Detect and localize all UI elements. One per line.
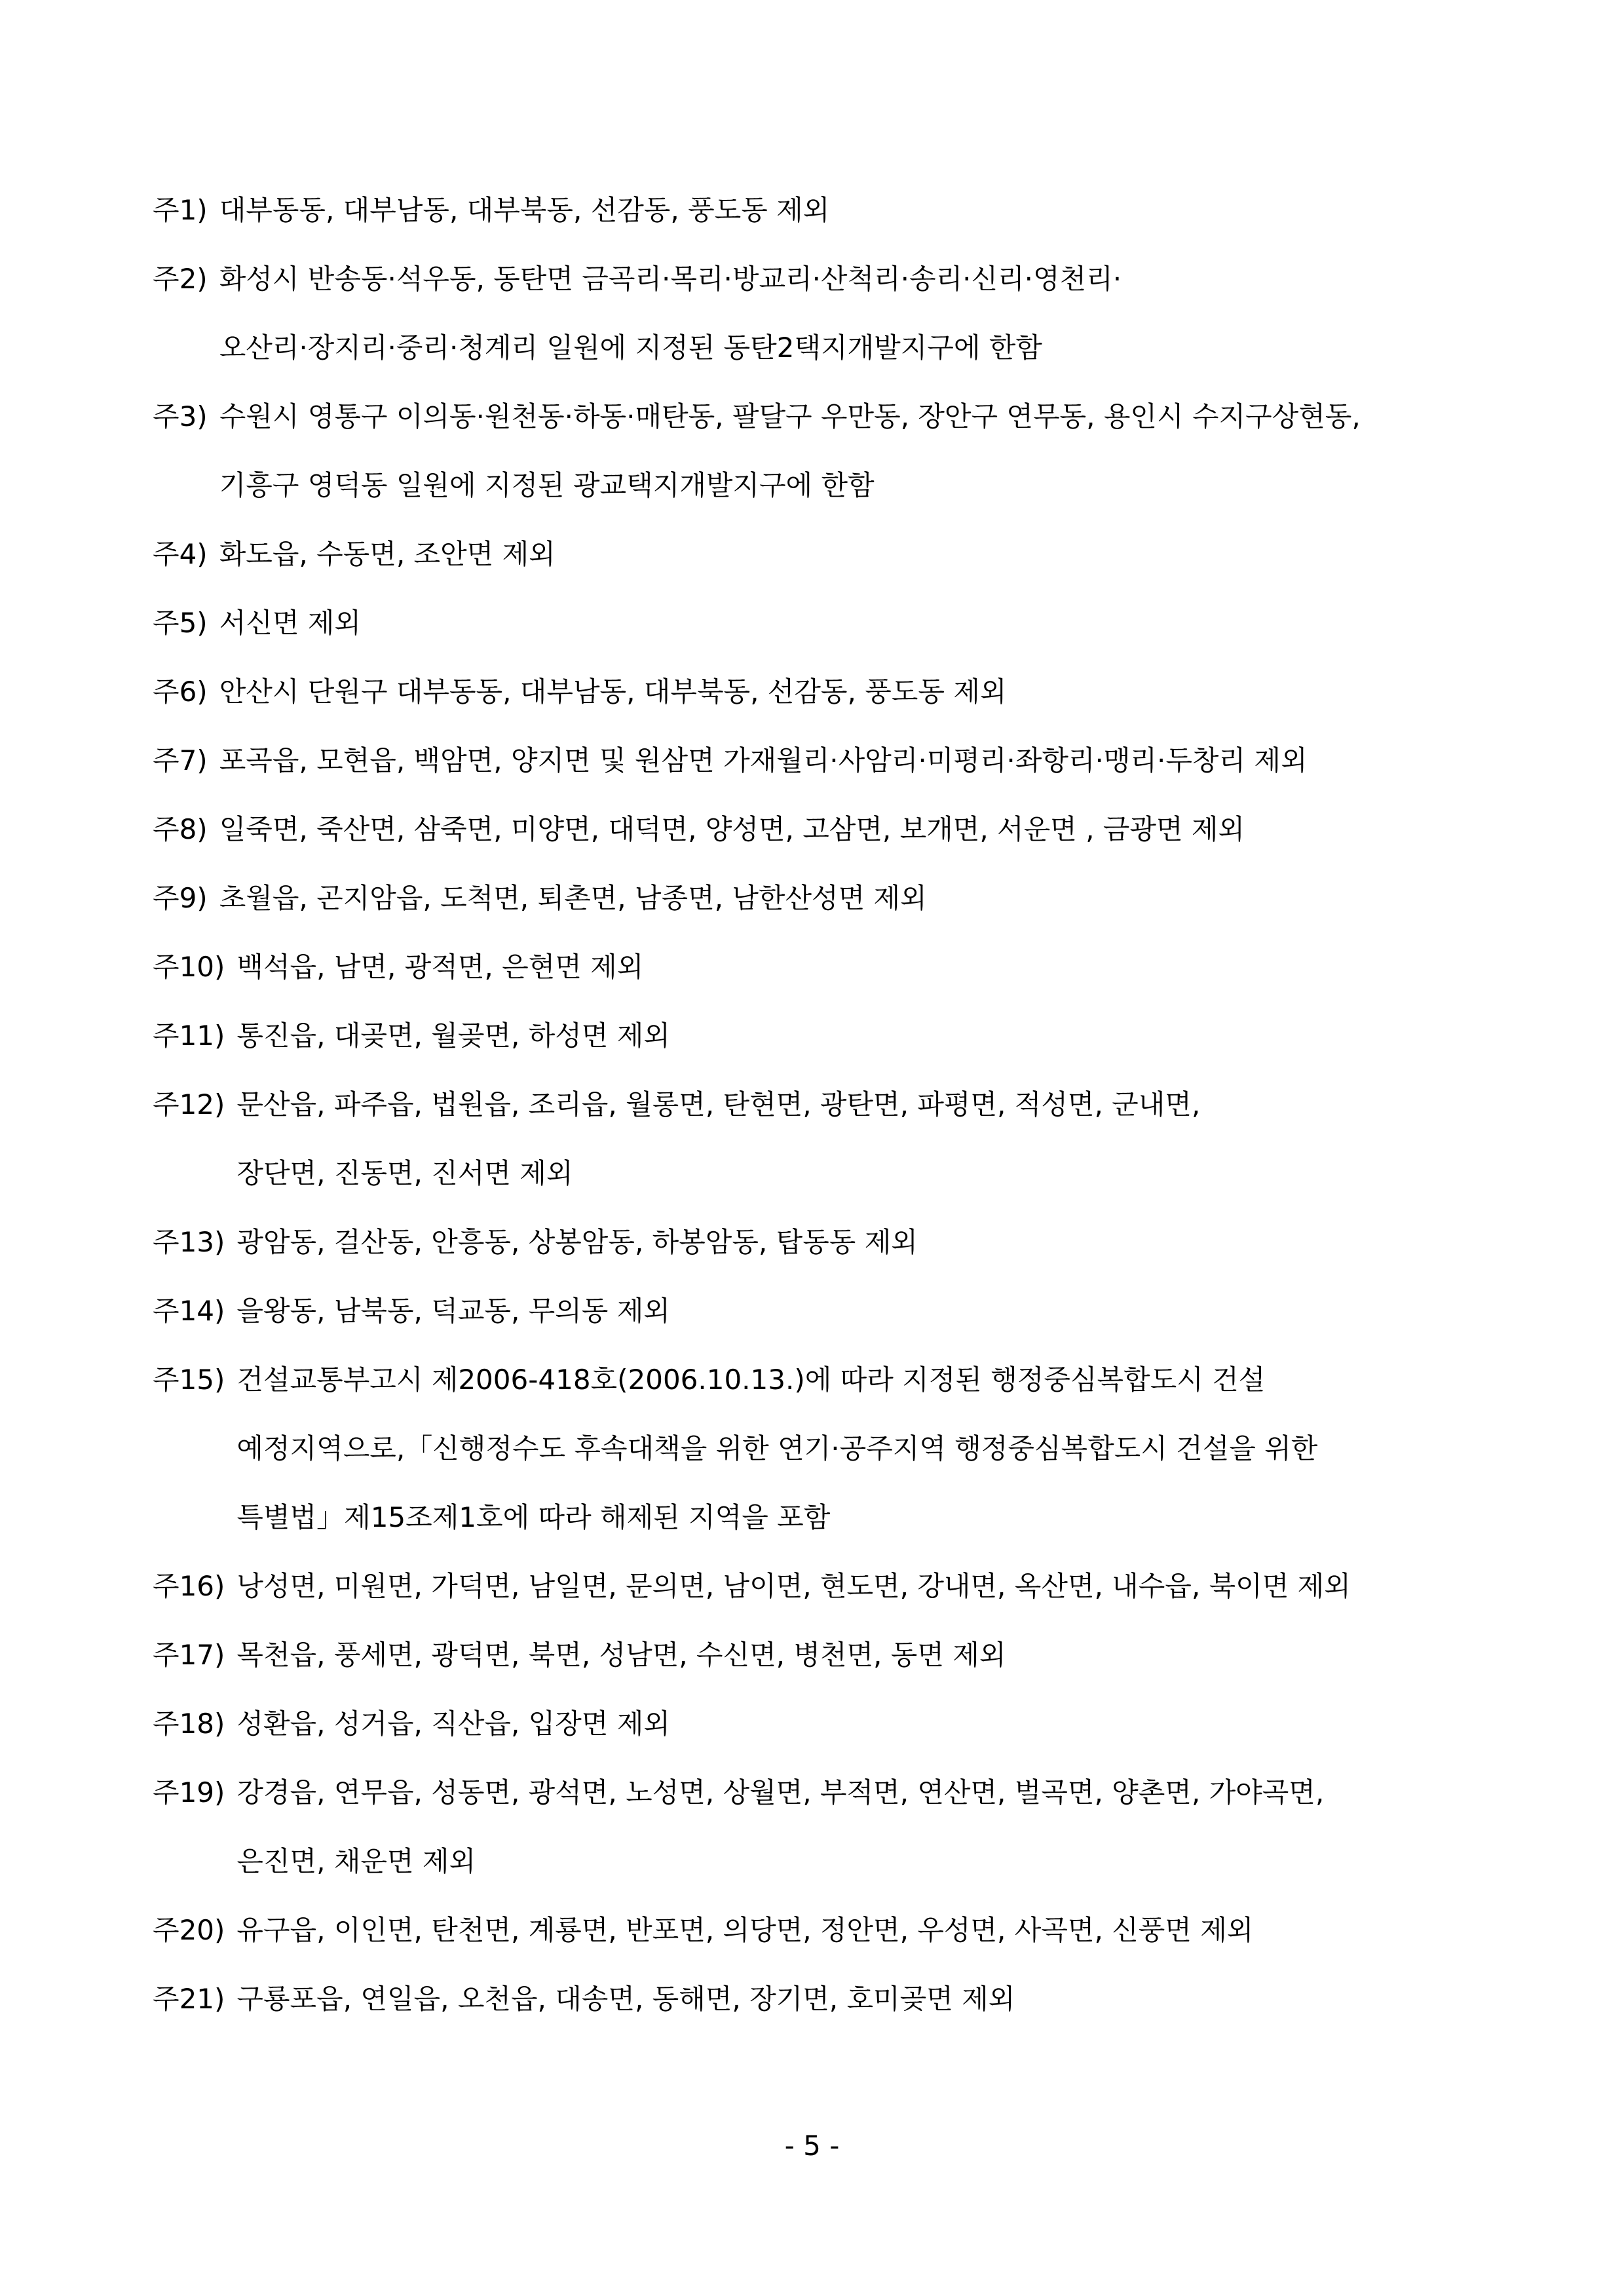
footnote-item [153,1896,1489,1964]
footnote-text [236,1689,1489,1758]
footnote-label: 주2) [153,263,208,295]
footnote-line: 안산시 단원구 대부동동, 대부남동, 대부북동, 선감동, 풍도동 제외 [219,676,1007,708]
footnote-item [153,1964,1489,2033]
footnote-line: 초월읍, 곤지암읍, 도척면, 퇴촌면, 남종면, 남한산성면 제외 [219,882,927,914]
footnote-line: 광암동, 걸산동, 안흥동, 상봉암동, 하봉암동, 탑동동 제외 [236,1226,918,1258]
footnote-text [219,176,1489,244]
footnote-text [236,1001,1489,1070]
footnote-line: 건설교통부고시 제2006-418호(2006.10.13.)에 따라 지정된 행정중심복합도시 건설 [236,1364,1266,1396]
footnote-item [153,520,1489,588]
footnote-label: 주20) [153,1914,225,1946]
page-number: - 5 - [784,2130,840,2162]
footnote-text [236,1276,1489,1345]
footnote-line: 화도읍, 수동면, 조안면 제외 [219,538,556,570]
footnote-line: 대부동동, 대부남동, 대부북동, 선감동, 풍도동 제외 [219,194,830,226]
footnote-text [219,382,1489,520]
footnote-item [153,795,1489,864]
footnote-line: 통진읍, 대곶면, 월곶면, 하성면 제외 [236,1020,670,1052]
footnote-text [236,932,1489,1001]
footnote-item [153,1758,1489,1896]
footnote-text [236,1345,1489,1552]
footnote-line: 강경읍, 연무읍, 성동면, 광석면, 노성면, 상월면, 부적면, 연산면, 벌곡면, 양촌면, 가야곡면, [236,1776,1325,1808]
footnote-label: 주14) [153,1295,225,1327]
footnote-label: 주21) [153,1983,225,2015]
footnote-text [236,1758,1489,1896]
footnote-label: 주17) [153,1639,225,1671]
footnote-line: 낭성면, 미원면, 가덕면, 남일면, 문의면, 남이면, 현도면, 강내면, 옥산면, 내수읍, 북이면 제외 [236,1570,1351,1602]
footnote-text [219,588,1489,657]
footnote-label: 주12) [153,1088,225,1120]
footnote-label: 주11) [153,1020,225,1052]
footnote-item [153,1552,1489,1620]
footnote-item [153,1276,1489,1345]
footnote-item [153,1620,1489,1689]
footnote-line: 오산리·장지리·중리·청계리 일원에 지정된 동탄2택지개발지구에 한함 [219,332,1042,364]
footnote-item [153,1208,1489,1276]
footnote-line: 일죽면, 죽산면, 삼죽면, 미양면, 대덕면, 양성면, 고삼면, 보개면, 서운면 , 금광면 제외 [219,813,1245,845]
footnote-text [236,1896,1489,1964]
footnote-line: 특별법」제15조제1호에 따라 해제된 지역을 포함 [236,1501,831,1533]
footnote-item [153,244,1489,382]
footnote-text [219,864,1489,932]
footnote-text [219,520,1489,588]
footnote-line: 을왕동, 남북동, 덕교동, 무의동 제외 [236,1295,670,1327]
footnote-item [153,864,1489,932]
footnote-label: 주13) [153,1226,225,1258]
footnote-label: 주4) [153,538,208,570]
footnote-line: 유구읍, 이인면, 탄천면, 계룡면, 반포면, 의당면, 정안면, 우성면, 사곡면, 신풍면 제외 [236,1914,1254,1946]
footnote-label: 주3) [153,400,208,432]
footnote-label: 주18) [153,1708,225,1740]
footnote-item [153,176,1489,244]
footnote-label: 주15) [153,1364,225,1396]
footnote-label: 주5) [153,607,208,639]
footnote-line: 목천읍, 풍세면, 광덕면, 북면, 성남면, 수신면, 병천면, 동면 제외 [236,1639,1006,1671]
footnote-line: 은진면, 채운면 제외 [236,1845,476,1877]
footnote-text [219,244,1489,382]
footnote-text [219,795,1489,864]
footnote-line: 포곡읍, 모현읍, 백암면, 양지면 및 원삼면 가재월리·사암리·미평리·좌항리·맹리·두창리 제외 [219,744,1308,776]
footnote-line: 성환읍, 성거읍, 직산읍, 입장면 제외 [236,1708,670,1740]
footnote-item [153,932,1489,1001]
footnote-line: 문산읍, 파주읍, 법원읍, 조리읍, 월롱면, 탄현면, 광탄면, 파평면, 적성면, 군내면, [236,1088,1201,1120]
footnote-label: 주7) [153,744,208,776]
footnote-list [153,176,1489,2033]
footnote-label: 주1) [153,194,208,226]
footnote-line: 수원시 영통구 이의동·원천동·하동·매탄동, 팔달구 우만동, 장안구 연무동, 용인시 수지구상현동, [219,400,1361,432]
footnote-item [153,1070,1489,1208]
footnote-label: 주10) [153,951,225,983]
footnote-text [236,1552,1489,1620]
footnote-item [153,1345,1489,1552]
footnote-text [236,1070,1489,1208]
footnote-item [153,1689,1489,1758]
footnote-text [219,657,1489,726]
footnote-item [153,382,1489,520]
footnote-label: 주6) [153,676,208,708]
footnote-line: 장단면, 진동면, 진서면 제외 [236,1157,573,1189]
footnote-line: 서신면 제외 [219,607,361,639]
footnote-item [153,1001,1489,1070]
footnote-line: 구룡포읍, 연일읍, 오천읍, 대송면, 동해면, 장기면, 호미곶면 제외 [236,1983,1015,2015]
footnote-line: 화성시 반송동·석우동, 동탄면 금곡리·목리·방교리·산척리·송리·신리·영천리· [219,263,1122,295]
footnote-label: 주9) [153,882,208,914]
footnote-line: 예정지역으로,「신행정수도 후속대책을 위한 연기·공주지역 행정중심복합도시 건설을 위한 [236,1432,1318,1464]
footnote-item [153,657,1489,726]
footnote-item [153,588,1489,657]
footnote-label: 주16) [153,1570,225,1602]
footnote-text [219,726,1489,795]
footnote-text [236,1208,1489,1276]
footnote-text [236,1964,1489,2033]
footnote-item [153,726,1489,795]
footnote-label: 주8) [153,813,208,845]
footnote-label: 주19) [153,1776,225,1808]
footnote-text [236,1620,1489,1689]
footnote-line: 백석읍, 남면, 광적면, 은현면 제외 [236,951,644,983]
footnote-line: 기흥구 영덕동 일원에 지정된 광교택지개발지구에 한함 [219,469,875,501]
